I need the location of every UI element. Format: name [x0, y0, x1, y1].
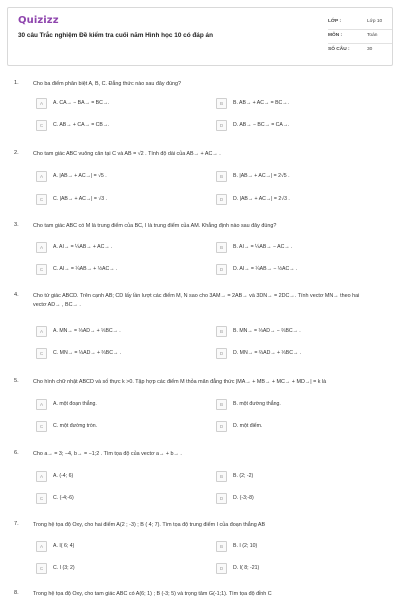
option-letter-box: B	[216, 541, 227, 552]
option-text: C. |AB→ + AC→| = √3 .	[53, 196, 107, 202]
meta-row-count	[328, 44, 392, 58]
class-value: Lớp 10	[367, 19, 383, 24]
option-c[interactable]	[36, 421, 194, 433]
option-text: A. MN→ = ⅓AD→ + ⅓BC→ .	[53, 328, 121, 334]
worksheet-header	[7, 7, 393, 66]
option-letter-box: B	[216, 242, 227, 253]
option-letter-box: B	[216, 471, 227, 482]
question-count-label: SỐ CÂU :	[328, 47, 350, 52]
option-text: D. AI→ = ¼AB→ − ½AC→ .	[233, 266, 298, 272]
option-a[interactable]	[36, 171, 194, 183]
option-letter-box: D	[216, 264, 227, 275]
class-label: LỚP :	[328, 19, 342, 24]
option-d[interactable]	[216, 120, 374, 132]
option-a[interactable]	[36, 242, 194, 254]
option-letter-box: C	[36, 348, 47, 359]
option-letter-box: A	[36, 242, 47, 253]
option-text: A. một đoạn thẳng.	[53, 401, 97, 407]
option-text: B. MN→ = ⅓AD→ − ⅔BC→ .	[233, 328, 301, 334]
worksheet-title: 30 câu Trắc nghiệm Đề kiểm tra cuối năm Hình học 10 có đáp án	[18, 32, 213, 39]
option-c[interactable]	[36, 194, 194, 206]
option-text: C. MN→ = ⅓AD→ + ⅔BC→ .	[53, 350, 122, 356]
option-d[interactable]	[216, 493, 374, 505]
option-letter-box: D	[216, 120, 227, 131]
option-a[interactable]	[36, 98, 194, 110]
option-text: D. một điểm.	[233, 423, 263, 429]
option-letter-box: A	[36, 326, 47, 337]
option-b[interactable]	[216, 98, 374, 110]
option-letter-box: A	[36, 471, 47, 482]
option-text: C. AI→ = ¼AB→ + ½AC→ .	[53, 266, 118, 272]
option-c[interactable]	[36, 348, 194, 360]
option-a[interactable]	[36, 471, 194, 483]
option-text: B. |AB→ + AC→| = 2√5 .	[233, 173, 290, 179]
option-letter-box: A	[36, 171, 47, 182]
option-b[interactable]	[216, 399, 374, 411]
option-c[interactable]	[36, 493, 194, 505]
option-letter-box: C	[36, 194, 47, 205]
option-letter-box: A	[36, 399, 47, 410]
option-text: C. AB→ + CA→ = CB→.	[53, 122, 110, 128]
option-letter-box: A	[36, 98, 47, 109]
quizizz-logo: Quizizz	[18, 15, 59, 26]
question-text: Cho tam giác ABC vuông cân tại C và AB = √2 . Tính độ dài của AB→ + AC→ .	[33, 151, 221, 157]
question-number: 6.	[14, 450, 19, 456]
option-text: B. (2; -2)	[233, 473, 254, 479]
option-letter-box: D	[216, 421, 227, 432]
option-text: B. I (2; 10)	[233, 543, 258, 549]
question-text: Trong hệ tọa độ Oxy, cho hai điểm A(2 ; -3) ; B ( 4; 7). Tìm tọa độ trung điểm I của đoạn thẳng AB	[33, 522, 266, 528]
option-letter-box: B	[216, 326, 227, 337]
option-a[interactable]	[36, 399, 194, 411]
question-number: 7.	[14, 521, 19, 527]
option-a[interactable]	[36, 326, 194, 338]
option-b[interactable]	[216, 541, 374, 553]
question-text: Cho ba điểm phân biệt A, B, C. Đẳng thức nào sau đây đúng?	[33, 81, 182, 87]
option-text: A. |AB→ + AC→| = √5 .	[53, 173, 107, 179]
option-a[interactable]	[36, 541, 194, 553]
option-letter-box: C	[36, 563, 47, 574]
subject-value: Toán	[367, 33, 378, 38]
option-letter-box: B	[216, 399, 227, 410]
option-c[interactable]	[36, 120, 194, 132]
option-b[interactable]	[216, 326, 374, 338]
option-text: A. CA→ − BA→ = BC→.	[53, 100, 110, 106]
question-number: 1.	[14, 80, 19, 86]
option-d[interactable]	[216, 421, 374, 433]
option-text: A. (-4; 6)	[53, 473, 74, 479]
subject-label: MÔN :	[328, 33, 343, 38]
option-text: D. I( 8; -21)	[233, 565, 260, 571]
option-letter-box: A	[36, 541, 47, 552]
option-letter-box: C	[36, 421, 47, 432]
option-letter-box: B	[216, 98, 227, 109]
option-letter-box: D	[216, 493, 227, 504]
option-text: D. MN→ = ⅔AD→ + ⅓BC→ .	[233, 350, 302, 356]
option-text: C. một đường tròn.	[53, 423, 98, 429]
option-d[interactable]	[216, 563, 374, 575]
option-b[interactable]	[216, 171, 374, 183]
option-text: C. I (3; 2)	[53, 565, 75, 571]
option-letter-box: D	[216, 194, 227, 205]
option-letter-box: C	[36, 120, 47, 131]
option-letter-box: D	[216, 348, 227, 359]
question-number: 2.	[14, 150, 19, 156]
option-text: D. AB→ − BC→ = CA→.	[233, 122, 290, 128]
option-text: A. AI→ = ¼AB→ + AC→ .	[53, 244, 113, 250]
option-text: D. (-3;-8)	[233, 495, 254, 501]
option-letter-box: B	[216, 171, 227, 182]
question-text: Trong hệ tọa độ Oxy, cho tam giác ABC có A(6; 1) ; B (-3; 5) và trọng tâm G(-1;1). Tìm tọa độ đỉnh C	[33, 591, 272, 597]
option-d[interactable]	[216, 348, 374, 360]
option-d[interactable]	[216, 264, 374, 276]
question-text: Cho tam giác ABC có M là trung điểm của BC, I là trung điểm của AM. Khẳng định nào sau đây đúng?	[33, 223, 277, 229]
question-text: Cho hình chữ nhật ABCD và số thực k >0. Tập hợp các điểm M thỏa mãn đẳng thức |MA→ + MB→ + MC→ + MD→| = k là	[33, 379, 327, 385]
option-text: B. AI→ = ¼AB→ − AC→ .	[233, 244, 293, 250]
option-text: C. (-4;-6)	[53, 495, 74, 501]
meta-row-class	[328, 16, 392, 30]
question-number: 5.	[14, 378, 19, 384]
option-b[interactable]	[216, 471, 374, 483]
question-number: 3.	[14, 222, 19, 228]
option-letter-box: C	[36, 493, 47, 504]
meta-row-subject	[328, 30, 392, 44]
option-letter-box: D	[216, 563, 227, 574]
option-d[interactable]	[216, 194, 374, 206]
question-count-value: 30	[367, 47, 373, 52]
option-b[interactable]	[216, 242, 374, 254]
option-text: B. một đường thẳng.	[233, 401, 281, 407]
option-text: D. |AB→ + AC→| = 2√3 .	[233, 196, 290, 202]
question-number: 4.	[14, 292, 19, 298]
option-text: B. AB→ + AC→ = BC→.	[233, 100, 289, 106]
option-c[interactable]	[36, 563, 194, 575]
question-number: 8.	[14, 590, 19, 596]
question-text: Cho tứ giác ABCD. Trên cạnh AB; CD lấy lần lượt các điểm M, N sao cho 3AM→ = 2AB→ và 3DN→ = 2DC→. Tính vectơ MN→ theo hai vectơ AD→ , BC→ .	[33, 293, 360, 308]
worksheet-meta	[328, 16, 392, 58]
option-text: A. I( 6; 4)	[53, 543, 75, 549]
option-c[interactable]	[36, 264, 194, 276]
option-letter-box: C	[36, 264, 47, 275]
question-text: Cho a→ = 3; −4, b→ = −1;2 . Tìm tọa độ của vectơ a→ + b→ .	[33, 451, 182, 457]
